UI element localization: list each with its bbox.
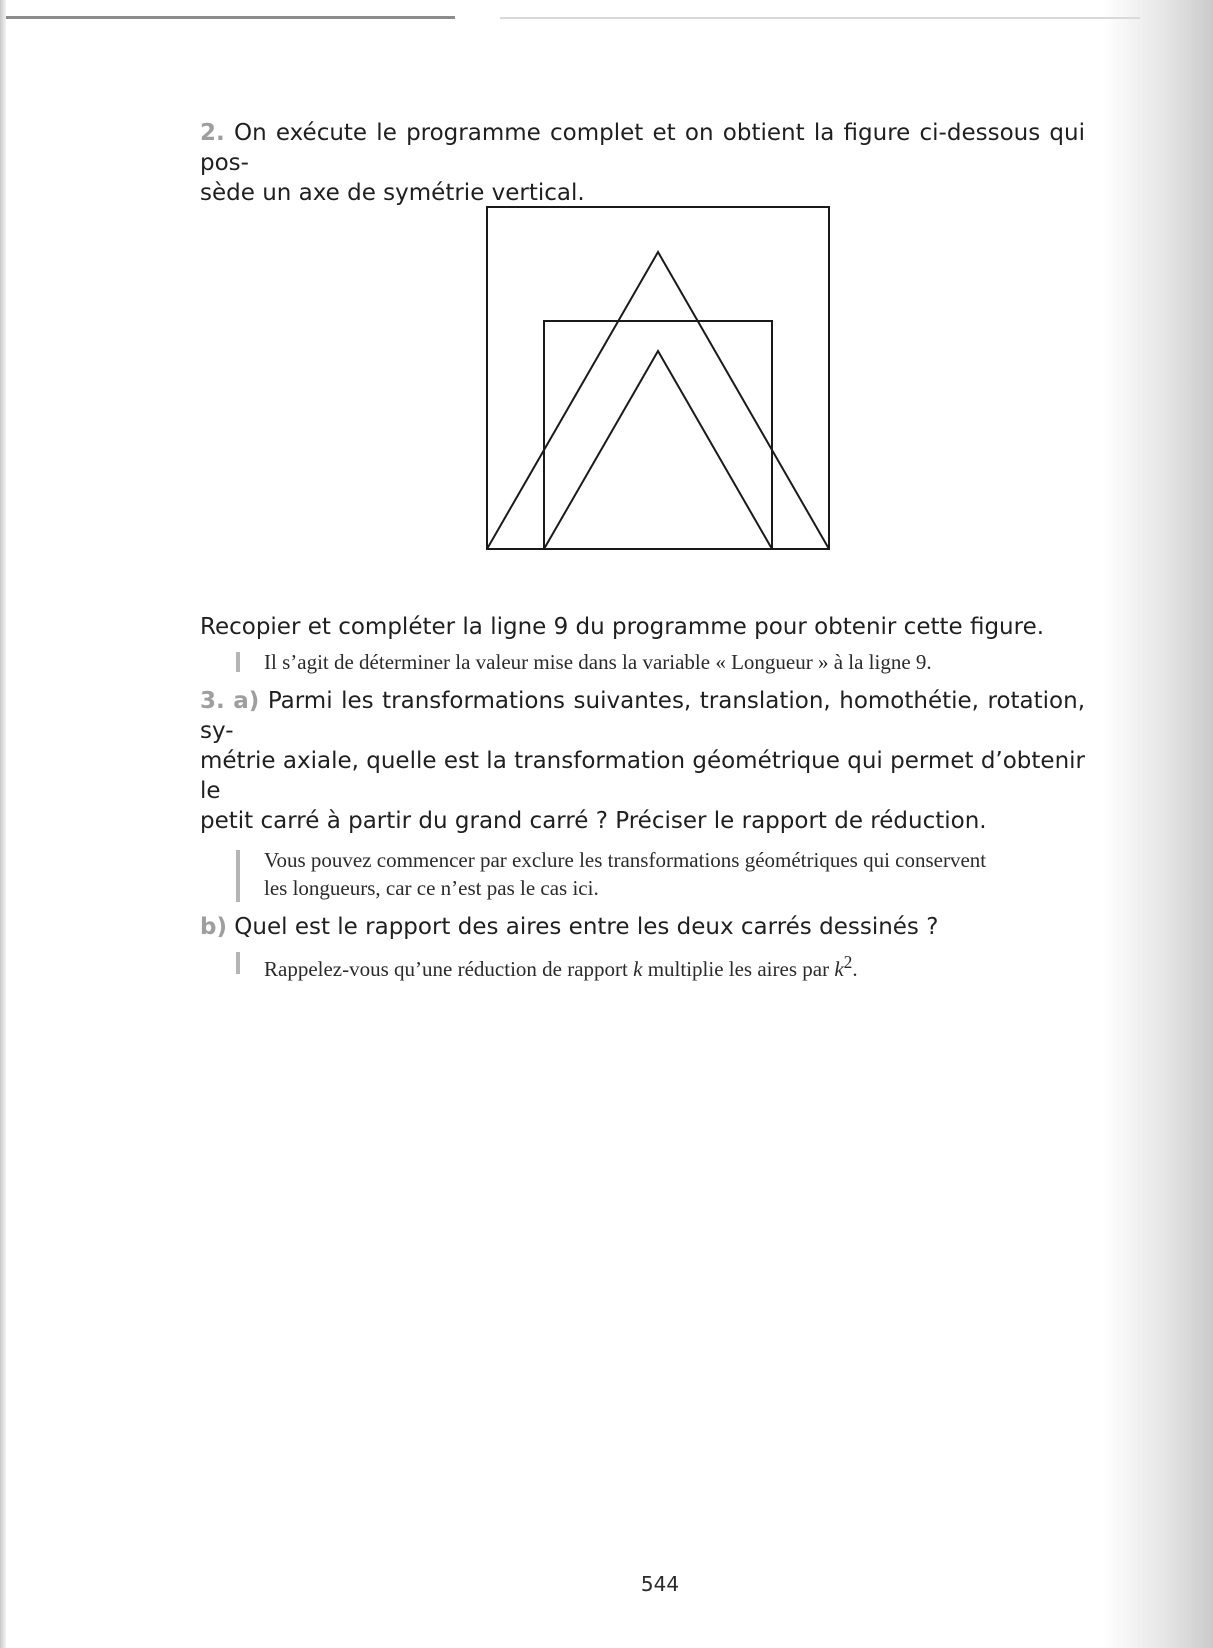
question-2-line-2: sède un axe de symétrie vertical.	[200, 180, 585, 206]
exercise-content	[200, 118, 1085, 208]
small-triangle	[544, 351, 772, 549]
hint-3-bar	[236, 952, 240, 974]
question-3a-text-1: Parmi les transformations suivantes, translation, homothétie, rotation, sy-	[200, 688, 1085, 744]
hint-2-line-1: Vous pouvez commencer par exclure les transformations géométriques qui conservent	[264, 848, 987, 872]
question-3b-line	[200, 912, 1085, 942]
small-square	[544, 321, 772, 549]
large-triangle	[487, 252, 829, 549]
hint-3-middle: multiplie les aires par	[642, 957, 835, 981]
question-3a-line-1	[200, 686, 1085, 746]
hint-3	[200, 948, 1085, 983]
question-2-line-1	[200, 118, 1085, 178]
question-2-number: 2.	[200, 120, 225, 146]
question-3a-line-3: petit carré à partir du grand carré ? Préciser le rapport de réduction.	[200, 808, 987, 834]
symmetry-figure	[485, 205, 845, 565]
question-3a-part: a)	[233, 688, 260, 714]
hint-3-exponent: 2	[843, 952, 853, 972]
hint-1-text: Il s’agit de déterminer la valeur mise dans la variable « Longueur » à la ligne 9.	[264, 650, 932, 674]
hint-2-line-2: les longueurs, car ce n’est pas le cas ici.	[264, 876, 599, 900]
page-curl-shadow	[1103, 0, 1213, 1648]
page-number: 544	[640, 1572, 680, 1596]
question-3-number: 3.	[200, 688, 225, 714]
hint-3-var-k2: k	[834, 957, 844, 981]
instruction-line: Recopier et compléter la ligne 9 du programme pour obtenir cette figure.	[200, 614, 1045, 640]
large-square	[487, 207, 829, 549]
question-3b-text: Quel est le rapport des aires entre les deux carrés dessinés ?	[234, 914, 939, 940]
exercise-continuation	[200, 612, 1085, 983]
hint-2-bar	[236, 850, 240, 902]
hint-2	[200, 846, 1085, 902]
hint-3-before: Rappelez-vous qu’une réduction de rapport	[264, 957, 634, 981]
hint-3-var-k: k	[633, 957, 643, 981]
hint-3-after: .	[852, 957, 858, 981]
question-2-text-1: On exécute le programme complet et on obtient la figure ci-dessous qui pos-	[200, 120, 1085, 176]
page-binding-edge	[0, 0, 6, 1648]
hint-1-bar	[236, 652, 240, 672]
question-3a-line-2: métrie axiale, quelle est la transformation géométrique qui permet d’obtenir le	[200, 748, 1085, 804]
question-3b-part: b)	[200, 914, 227, 940]
top-rule	[0, 16, 455, 19]
hint-1	[200, 648, 1085, 676]
top-rule-faint	[500, 17, 1140, 19]
